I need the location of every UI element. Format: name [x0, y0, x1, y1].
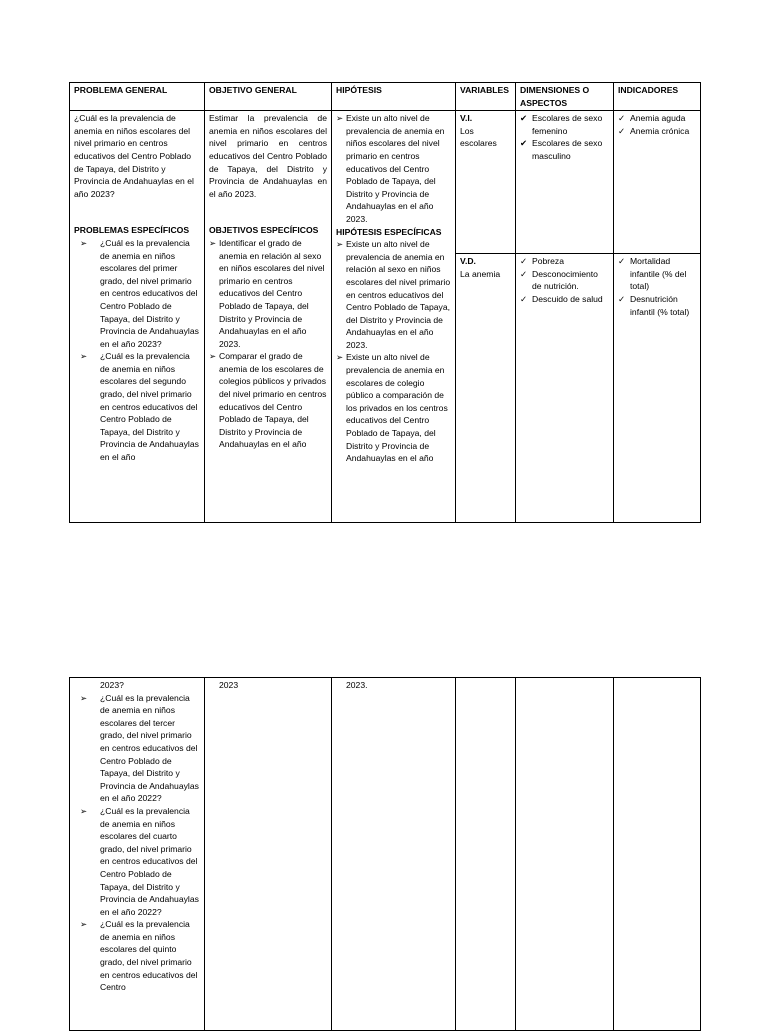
- cell-indicadores-vd: [614, 254, 701, 523]
- indicador-text: Anemia crónica: [630, 125, 690, 136]
- list-item: [618, 112, 696, 125]
- checkmark-icon: ✓: [618, 293, 626, 304]
- problema-especifico-text: ¿Cuál es la prevalencia de anemia en niños escolares del cuarto grado, del nivel primario en centros educativos del Centro Poblado de Tapaya, del Distrito y Provincia de Andahuaylas en el año 2022?: [100, 805, 199, 917]
- cell-variables-empty: [456, 678, 516, 1031]
- problema-especifico-text: ¿Cuál es la prevalencia de anemia en niños escolares del quinto grado, del nivel primario en centros educativos del Centro: [100, 919, 198, 993]
- checkmark-icon: ✓: [618, 113, 626, 124]
- list-item: [336, 351, 451, 464]
- cell-objetivos: [205, 111, 332, 523]
- checkmark-icon: ✓: [520, 268, 528, 279]
- matrix-table-page1: [69, 82, 701, 523]
- header-dimensiones: DIMENSIONES O ASPECTOS: [516, 83, 614, 111]
- vd-label: V.D.: [460, 256, 476, 267]
- hipotesis-especifica-text: Existe un alto nivel de prevalencia de anemia en relación al sexo en niños escolares del nivel primario en centros educativos del Centro Poblado de Tapaya, del Distrito y Provincia de Andahuaylas en el año 2023.: [346, 239, 451, 350]
- problemas-especificos-title: PROBLEMAS ESPECÍFICOS: [74, 225, 190, 236]
- cell-dimensiones-vd: [516, 254, 614, 523]
- list-item: [336, 238, 451, 351]
- list-item: [209, 350, 327, 451]
- cell-problemas-cont: [70, 678, 205, 1031]
- header-variables: VARIABLES: [456, 83, 516, 111]
- hipotesis-general-text: Existe un alto nivel de prevalencia de anemia en niños escolares del nivel primario en centros educativos del Centro Poblado de Tapaya, del Distrito y Provincia de Andahuaylas en el año 2023.: [346, 113, 445, 224]
- indicador-text: Mortalidad infantile (% del total): [630, 256, 687, 292]
- indicador-text: Desnutrición infantil (% total): [630, 293, 690, 317]
- arrow-bullet-icon: ➢: [80, 805, 88, 816]
- arrow-bullet-icon: ➢: [209, 237, 217, 248]
- dimension-text: Escolares de sexo masculino: [532, 138, 603, 161]
- list-item: [336, 112, 451, 225]
- list-item: [520, 268, 609, 293]
- list-item: [74, 918, 200, 994]
- arrow-bullet-icon: ➢: [80, 351, 88, 362]
- list-item: [618, 255, 696, 293]
- objetivo-general-text: Estimar la prevalencia de anemia en niños escolares del nivel primario en centros educativos del Centro Poblado de Tapaya, del Distrito y Provincia de Andahuaylas en el año 2023.: [209, 113, 327, 199]
- arrow-bullet-icon: ➢: [80, 692, 88, 703]
- dimension-text: Escolares de sexo femenino: [532, 113, 603, 136]
- cell-hipotesis-cont: [332, 678, 456, 1031]
- header-hipotesis: HIPÓTESIS: [332, 83, 456, 111]
- table-row: [70, 678, 701, 1031]
- hipotesis-cont-text: 2023.: [346, 680, 368, 690]
- problemas-cont-text: 2023?: [100, 680, 124, 690]
- problema-especifico-text: ¿Cuál es la prevalencia de anemia en niños escolares del tercer grado, del nivel primario en centros educativos del Centro Poblado de Tapaya, del Distrito y Provincia de Andahuaylas en el año 2022?: [100, 692, 199, 804]
- arrow-bullet-icon: ➢: [80, 237, 88, 248]
- list-item: [74, 805, 200, 918]
- cell-dimensiones-empty: [516, 678, 614, 1031]
- list-item: [74, 350, 200, 463]
- cell-hipotesis: [332, 111, 456, 523]
- list-item: [520, 137, 609, 162]
- header-objetivo-general: OBJETIVO GENERAL: [205, 83, 332, 111]
- dimension-text: Descuido de salud: [532, 293, 603, 304]
- cell-variable-vd: [456, 254, 516, 523]
- dimension-text: Desconocimiento de nutrición.: [532, 268, 598, 292]
- arrow-bullet-icon: ➢: [336, 113, 344, 124]
- cell-objetivos-cont: [205, 678, 332, 1031]
- cell-variable-vi: [456, 111, 516, 254]
- objetivos-especificos-title: OBJETIVOS ESPECÍFICOS: [209, 225, 319, 236]
- checkmark-icon: ✓: [618, 125, 626, 136]
- list-item: [74, 237, 200, 350]
- list-item: [520, 255, 609, 268]
- checkmark-icon: ✔: [520, 138, 528, 149]
- objetivo-especifico-text: Identificar el grado de anemia en relación al sexo en niños escolares del nivel primario en centros educativos del Centro Poblado de Tapaya, del Distrito y Provincia de Andahuaylas en el año 2023.: [219, 237, 325, 349]
- problema-especifico-text: ¿Cuál es la prevalencia de anemia en niños escolares del segundo grado, del nivel primario en centros educativos del Centro Poblado de Tapaya, del Distrito y Provincia de Andahuaylas en el año: [100, 351, 199, 463]
- row-vi: [70, 111, 701, 254]
- header-indicadores: INDICADORES: [614, 83, 701, 111]
- list-item: [209, 237, 327, 350]
- list-item: [618, 293, 696, 318]
- objetivo-especifico-text: Comparar el grado de anemia de los escolares de colegios públicos y privados del nivel primario en centros educativos del Centro Poblado de Tapaya, del Distrito y Provincia de Andahuaylas en el año: [219, 351, 327, 450]
- vd-name: La anemia: [460, 268, 501, 279]
- hipotesis-especificas-title: HIPÓTESIS ESPECÍFICAS: [336, 226, 442, 237]
- header-row: [70, 83, 701, 111]
- cell-indicadores-empty: [614, 678, 701, 1031]
- arrow-bullet-icon: ➢: [336, 352, 344, 363]
- arrow-bullet-icon: ➢: [336, 239, 344, 250]
- checkmark-icon: ✓: [520, 293, 528, 304]
- cell-indicadores-vi: [614, 111, 701, 254]
- checkmark-icon: ✓: [618, 256, 626, 267]
- cell-dimensiones-vi: [516, 111, 614, 254]
- header-problema-general: PROBLEMA GENERAL: [70, 83, 205, 111]
- problema-general-text: ¿Cuál es la prevalencia de anemia en niños escolares del nivel primario en centros educativos del Centro Poblado de Tapaya, del Distrito y Provincia de Andahuaylas en el año 2023?: [74, 113, 194, 199]
- arrow-bullet-icon: ➢: [209, 351, 217, 362]
- vi-name: Los escolares: [460, 125, 497, 149]
- vi-label: V.I.: [460, 113, 473, 124]
- list-item: [74, 692, 200, 805]
- checkmark-icon: ✔: [520, 113, 528, 124]
- list-item: [618, 125, 696, 138]
- list-item: [520, 293, 609, 306]
- checkmark-icon: ✓: [520, 256, 528, 267]
- hipotesis-especifica-text: Existe un alto nivel de prevalencia de anemia en escolares de colegio público a comparación de los privados en los centros educativos del Centro Poblado de Tapaya, del Distrito y Provincia de Andahuaylas en el año: [346, 352, 448, 464]
- indicador-text: Anemia aguda: [630, 113, 686, 124]
- dimension-text: Pobreza: [532, 256, 565, 267]
- matrix-table-page2: [69, 677, 701, 1031]
- cell-problemas: [70, 111, 205, 523]
- objetivos-cont-text: 2023: [219, 680, 239, 690]
- arrow-bullet-icon: ➢: [80, 919, 88, 930]
- list-item: [520, 112, 609, 137]
- problema-especifico-text: ¿Cuál es la prevalencia de anemia en niños escolares del primer grado, del nivel primario en centros educativos del Centro Poblado de Tapaya, del Distrito y Provincia de Andahuaylas en el año 2023?: [100, 237, 199, 349]
